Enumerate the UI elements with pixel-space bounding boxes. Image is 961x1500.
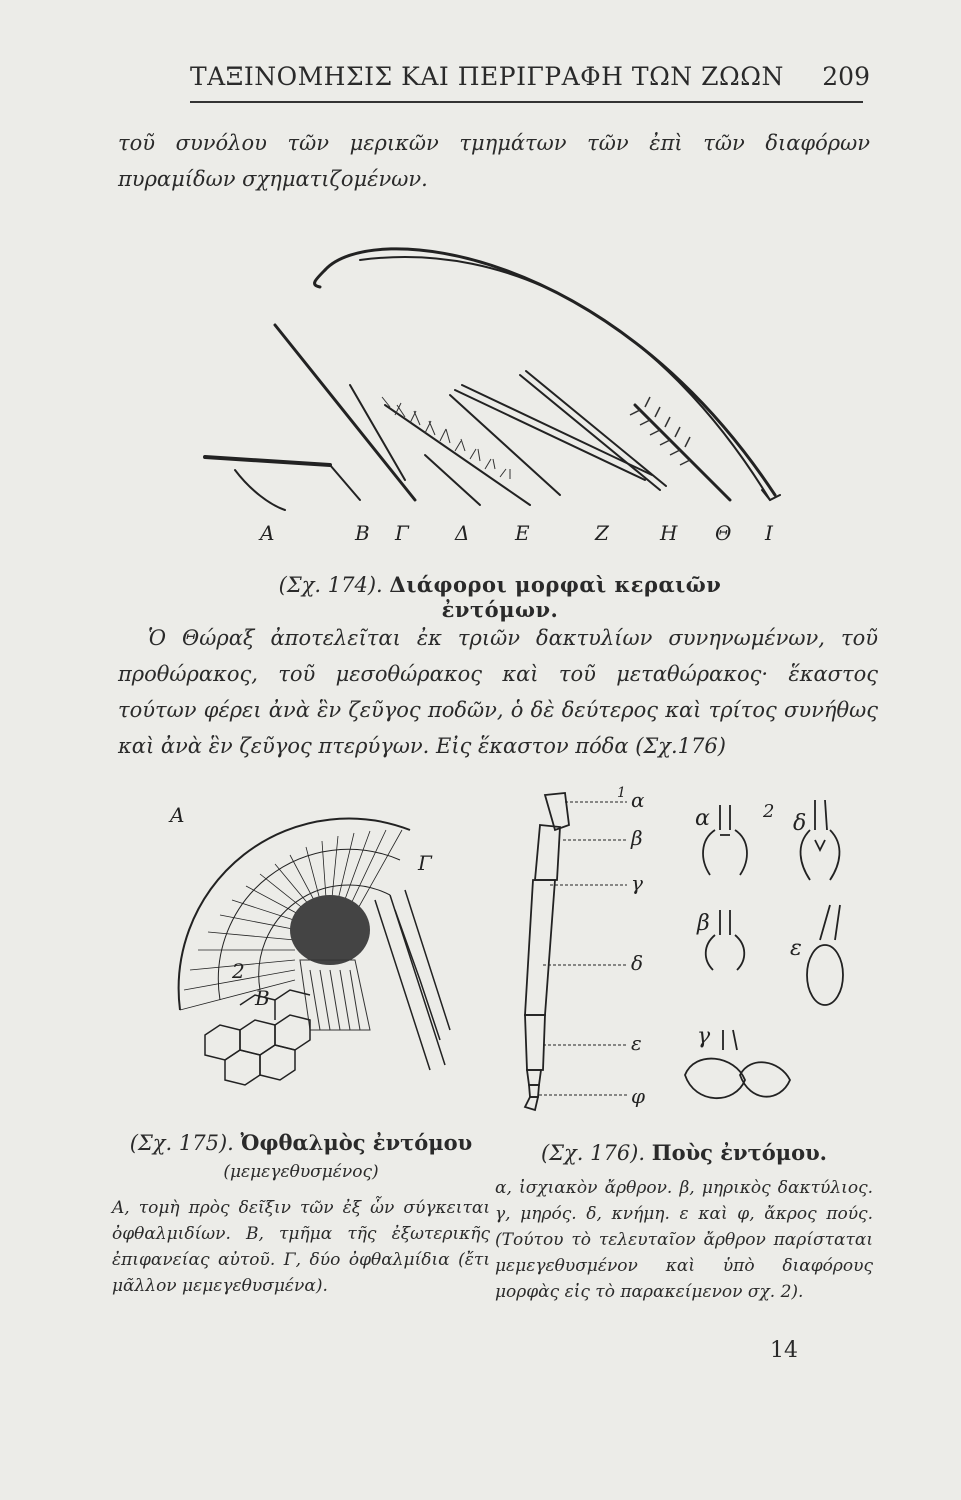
label-175-gamma: Γ	[418, 851, 432, 875]
leg-label-phi: φ	[631, 1084, 646, 1108]
label-175-b: B	[255, 986, 270, 1010]
caption-175-title: Ὀφθαλμὸς ἐντόμου	[240, 1130, 473, 1155]
paragraph-top: τοῦ συνόλου τῶν μερικῶν τμημάτων τῶν ἐπὶ τῶν διαφόρων πυραμίδων σχηματιζομένων.	[118, 131, 870, 191]
caption-176-text: α, ἰσχιακὸν ἄρθρον. β, μηρικὸς δακτύλιος. γ, μηρός. δ, κνήμη. ε καὶ φ, ἄκρος πούς. (Τούτου τὸ τελευταῖον ἄρθρον παρίσταται μεμεγεθυσμένον καὶ ὑπὸ διαφόρους μορφὰς εἰς τὸ παρακείμενον σχ. 2).	[495, 1178, 873, 1302]
figure-176-leg	[505, 785, 885, 1115]
caption-175-subtitle: (μεμεγεθυσμένος)	[223, 1162, 379, 1182]
label-delta: Δ	[455, 521, 470, 545]
claw-label-beta: β	[697, 911, 710, 936]
header-rule	[190, 101, 863, 103]
claw-label-alpha: α	[695, 806, 710, 831]
caption-174-number: (Σχ. 174).	[278, 573, 383, 597]
caption-175-text: A, τομὴ πρὸς δεῖξιν τῶν ἐξ ὧν σύγκειται ὀφθαλμιδίων. B, τμῆμα τῆς ἐξωτερικῆς ἐπιφανείας αὐτοῦ. Γ, δύο ὀφθαλμίδια (ἔτι μᾶλλον μεμεγεθυσμένα).	[112, 1198, 490, 1296]
label-b: B	[355, 521, 370, 545]
figure-175-eye	[160, 800, 460, 1100]
eye-center	[290, 895, 370, 965]
leg-label-alpha: α	[631, 788, 645, 812]
caption-176-number: (Σχ. 176).	[540, 1141, 646, 1165]
caption-174-title: Διάφοροι μορφαὶ κεραιῶν ἐντόμων.	[389, 572, 722, 622]
leg-label-beta: β	[631, 826, 643, 850]
claw-label-gamma: γ	[697, 1024, 711, 1049]
figure-174-antennae	[190, 225, 810, 555]
label-i: I	[765, 521, 773, 545]
label-a: A	[260, 521, 275, 545]
caption-176-title: Ποὺς ἐντόμου.	[651, 1140, 827, 1165]
label-theta: Θ	[715, 521, 732, 545]
label-175-2: 2	[232, 959, 245, 983]
leg-label-delta: δ	[631, 951, 644, 975]
claw-label-epsilon: ε	[790, 936, 802, 961]
signature-mark: 14	[770, 1338, 798, 1363]
claw-label-delta: δ	[793, 811, 807, 836]
label-z: Z	[595, 521, 609, 545]
leg-label-1: 1	[617, 785, 626, 801]
label-h: H	[660, 521, 678, 545]
caption-175-number: (Σχ. 175).	[129, 1131, 234, 1155]
label-175-a: A	[170, 803, 185, 827]
leg-label-epsilon: ε	[631, 1031, 642, 1055]
leg-label-gamma: γ	[631, 871, 643, 895]
figure-176-caption	[495, 1140, 873, 1305]
label-gamma: Γ	[395, 521, 409, 545]
figure-174-caption	[220, 572, 780, 622]
running-title: ΤΑΞΙΝΟΜΗΣΙΣ ΚΑΙ ΠΕΡΙΓΡΑΦΗ ΤΩΝ ΖΩΩΝ	[190, 62, 784, 91]
page-number: 209	[822, 62, 870, 91]
claw-label-2: 2	[763, 801, 775, 822]
page-header	[190, 62, 870, 98]
paragraph-main: Ὁ Θώραξ ἀποτελεῖται ἐκ τριῶν δακτυλίων συνηνωμένων, τοῦ προθώρακος, τοῦ μεσοθώρακος καὶ τοῦ μεταθώρακος· ἕκαστος τούτων φέρει ἀνὰ ἓν ζεῦγος ποδῶν, ὁ δὲ δεύτερος καὶ τρίτος συνήθως καὶ ἀνὰ ἓν ζεῦγος πτερύγων. Εἰς ἕκαστον πόδα (Σχ.176)	[118, 626, 878, 758]
label-e: E	[515, 521, 530, 545]
figure-175-caption	[112, 1130, 490, 1299]
